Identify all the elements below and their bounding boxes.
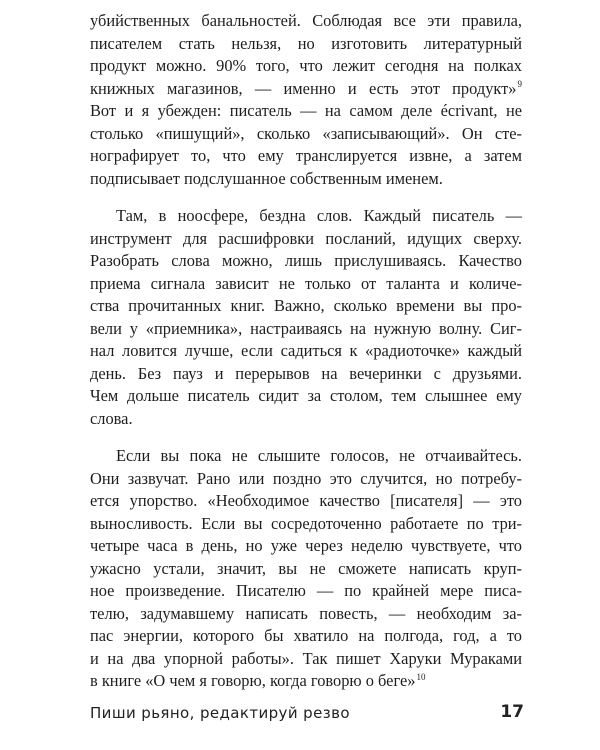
- text-line: ное произведение. Писателю — по крайней мере писа-: [90, 581, 522, 600]
- paragraph-2: [90, 205, 522, 430]
- paragraph-3: [90, 445, 522, 693]
- text-line: и на два упорной работы». Так пишет Харуки Мураками: [90, 648, 522, 668]
- text-line: день. Без пауз и перерывов на вечеринки с друзьями.: [90, 363, 522, 383]
- footnote-marker: 9: [517, 79, 522, 90]
- text-line: вели у «приемника», настраиваясь на нужную волну. Сиг-: [90, 318, 522, 338]
- page-number: 17: [500, 702, 524, 722]
- text-line: Они зазвучат. Рано или поздно это случится, но потребу-: [90, 468, 522, 488]
- text-line: Если вы пока не слышите голосов, не отчаивайтесь.: [116, 446, 522, 465]
- text-line: нографирует то, что ему транслируется извне, а затем: [90, 146, 522, 165]
- text-line: слова.: [90, 408, 133, 428]
- text-line: приема сигнала зависит не только от таланта и количе-: [90, 273, 522, 293]
- text-line: телю, задумавшему написать повесть, — необходим за-: [90, 603, 522, 623]
- text-line-content: книжных магазинов, — именно и есть этот продукт»: [90, 78, 517, 98]
- text-line: пас энергии, которого бы хватило на полгода, год, а то: [90, 626, 522, 645]
- running-title: Пиши рьяно, редактируй резво: [90, 704, 350, 722]
- text-line: убийственных банальностей. Соблюдая все эти правила,: [90, 11, 522, 30]
- text-line: Там, в ноосфере, бездна слов. Каждый писатель —: [116, 206, 522, 225]
- text-line: Разобрать слова можно, лишь прислушиваясь. Качество: [90, 251, 522, 270]
- text-line: продукт можно. 90% того, что лежит сегодня на полках: [90, 56, 522, 75]
- body-text: [90, 10, 522, 693]
- footnote-marker: 10: [416, 671, 426, 682]
- text-line: [90, 78, 522, 101]
- text-line: ства прочитанных книг. Важно, сколько времени вы про-: [90, 296, 522, 315]
- text-line: инструмент для расшифровки посланий, идущих сверху.: [90, 228, 522, 248]
- text-line: Вот и я убежден: писатель — на самом деле écrivant, не: [90, 101, 522, 120]
- text-line: Чем дольше писатель сидит за столом, тем слышнее ему: [90, 386, 522, 405]
- text-line: ужасно устали, значит, вы не сможете написать круп-: [90, 558, 522, 578]
- text-line: нал ловится лучше, если садиться к «радиоточке» каждый: [90, 341, 522, 360]
- page-footer: [90, 700, 524, 728]
- text-line: подписывает подслушанное собственным именем.: [90, 168, 443, 188]
- text-line-content: в книге «О чем я говорю, когда говорю о беге»: [90, 671, 416, 690]
- text-line: ется упорство. «Необходимое качество [писателя] — это: [90, 491, 522, 510]
- paragraph-1: [90, 10, 522, 190]
- text-line: столько «пишущий», сколько «записывающий». Он сте-: [90, 123, 522, 143]
- text-line: писателем стать нельзя, но изготовить литературный: [90, 33, 522, 53]
- text-line: четыре часа в день, но уже через неделю чувствуете, что: [90, 536, 522, 555]
- text-line: [90, 670, 522, 693]
- text-line: выносливость. Если вы сосредоточенно работаете по три-: [90, 513, 522, 533]
